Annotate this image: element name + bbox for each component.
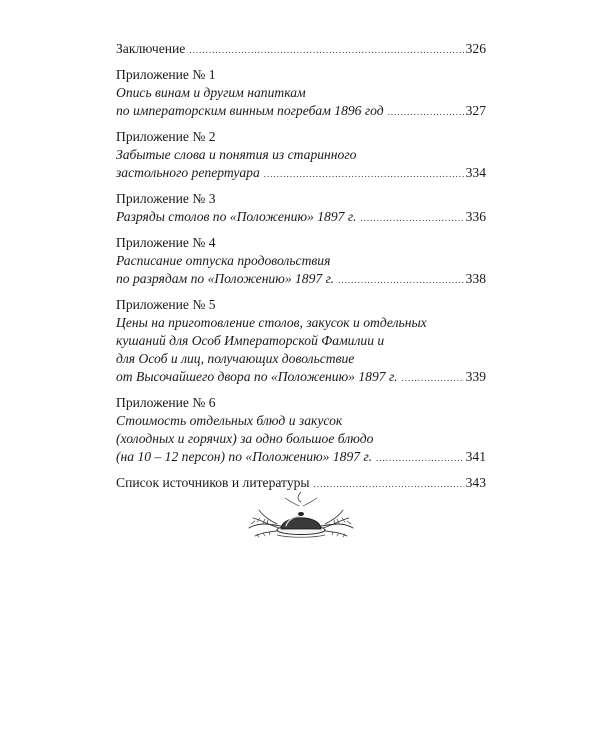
toc-entry-appendix-6 (116, 394, 486, 467)
toc-entry-title: Заключение (116, 41, 186, 56)
toc-entry-line: для Особ и лиц, получающих довольствие (116, 351, 355, 366)
toc-entry-line: по императорским винным погребам 1896 год (116, 103, 384, 118)
toc-entry-line: застольного репертуара (116, 165, 260, 180)
toc-entry-heading: Приложение № 1 (116, 67, 216, 82)
toc-entry-heading: Приложение № 2 (116, 129, 216, 144)
toc-entry-appendix-1 (116, 66, 486, 121)
toc-entry-heading: Приложение № 4 (116, 235, 216, 250)
toc-entry-appendix-5 (116, 296, 486, 387)
dot-leader (376, 449, 464, 467)
toc-entry-appendix-3 (116, 190, 486, 227)
toc-entry-appendix-2 (116, 128, 486, 183)
toc-entry-line: от Высочайшего двора по «Положению» 1897 г. (116, 369, 398, 384)
toc-entry-heading: Приложение № 6 (116, 395, 216, 410)
dot-leader (338, 271, 463, 289)
toc-page-number: 341 (465, 449, 486, 464)
dot-leader (264, 165, 464, 183)
toc-entry-conclusion (116, 40, 486, 59)
dot-leader (388, 103, 464, 121)
toc-entry-line: Разряды столов по «Положению» 1897 г. (116, 209, 357, 224)
dot-leader (360, 209, 463, 227)
toc-entry-line: кушаний для Особ Императорской Фамилии и (116, 333, 385, 348)
toc-page-number: 327 (465, 103, 486, 118)
toc-page-number: 334 (465, 165, 486, 180)
toc-entry-appendix-4 (116, 234, 486, 289)
toc-entry-line: (на 10 – 12 персон) по «Положению» 1897 г. (116, 449, 372, 464)
toc-entry-line: Стоимость отдельных блюд и закусок (116, 413, 343, 428)
toc-entry-heading: Приложение № 5 (116, 297, 216, 312)
toc-entry-line: Забытые слова и понятия из старинного (116, 147, 357, 162)
toc-page-number: 343 (465, 475, 486, 490)
dot-leader (189, 41, 463, 59)
toc-entry-line: Цены на приготовление столов, закусок и отдельных (116, 315, 427, 330)
toc-page-number: 338 (465, 271, 486, 286)
toc-page-number: 326 (465, 41, 486, 56)
toc-entry-line: (холодных и горячих) за одно большое блюдо (116, 431, 374, 446)
table-of-contents (116, 40, 486, 493)
toc-page-number: 336 (465, 209, 486, 224)
toc-entry-title: Список источников и литературы (116, 475, 310, 490)
toc-entry-heading: Приложение № 3 (116, 191, 216, 206)
dot-leader (401, 369, 463, 387)
toc-entry-line: Опись винам и другим напиткам (116, 85, 306, 100)
toc-entry-line: Расписание отпуска продовольствия (116, 253, 331, 268)
toc-page-number: 339 (465, 369, 486, 384)
toc-entry-line: по разрядам по «Положению» 1897 г. (116, 271, 335, 286)
cloche-ornament-icon (245, 488, 357, 544)
